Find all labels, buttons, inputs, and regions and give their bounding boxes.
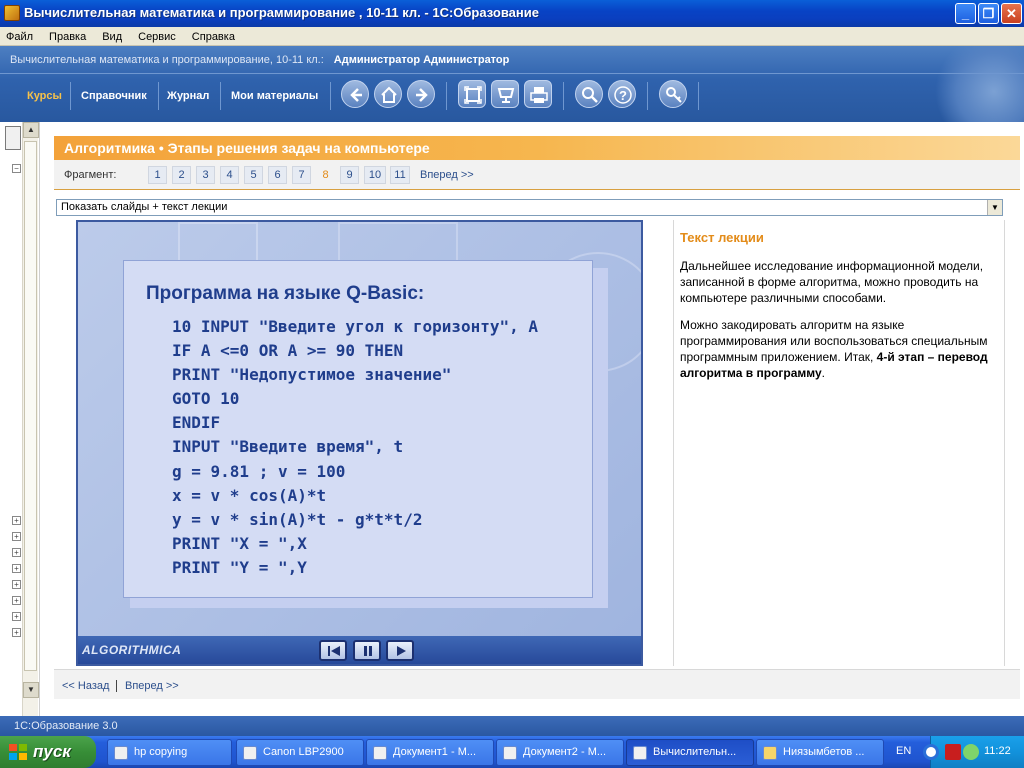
app-icon [633, 746, 647, 760]
language-indicator[interactable]: EN [896, 745, 912, 757]
lecture-p2-end: . [821, 366, 826, 380]
fragment-navigator [54, 160, 1020, 190]
tree-scrollbar[interactable] [22, 122, 38, 716]
back-icon[interactable] [341, 80, 369, 108]
course-breadcrumb [10, 54, 509, 66]
task-document1[interactable] [366, 739, 494, 766]
tree-expand-icon[interactable]: + [12, 580, 21, 589]
task-label: Вычислительн... [653, 746, 737, 758]
task-label: Ниязымбетов ... [783, 746, 865, 758]
fragment-link-3[interactable]: 3 [196, 166, 215, 184]
status-bar [0, 716, 1024, 736]
fragment-link-8-current[interactable]: 8 [316, 166, 335, 184]
title-bar [0, 0, 1024, 27]
tab-journal[interactable]: Журнал [167, 90, 210, 102]
code-line: PRINT "Недопустимое значение" [172, 365, 452, 384]
menu-file[interactable]: Файл [6, 31, 34, 43]
slide-controls-bar [78, 636, 641, 664]
code-line: PRINT "Y = ",Y [172, 558, 307, 577]
menu-edit[interactable]: Правка [49, 31, 87, 43]
search-icon[interactable] [575, 80, 603, 108]
word-document-icon [503, 746, 517, 760]
tab-divider [330, 82, 331, 110]
slide-heading: Программа на языке Q-Basic: [146, 283, 425, 304]
lecture-paragraph-1: Дальнейшее исследование информационной модели, записанной в форме алгоритма, можно проводить на компьютере различными способами. [680, 259, 984, 305]
status-text: 1С:Образование 3.0 [14, 720, 118, 732]
svg-text:?: ? [619, 88, 627, 103]
folder-icon [763, 746, 777, 760]
lecture-p2-bold: 4-й этап – перевод алгоритма в программу [680, 350, 988, 380]
task-label: Canon LBP2900 [263, 746, 344, 758]
tree-expand-icon[interactable]: + [12, 596, 21, 605]
fragment-link-9[interactable]: 9 [340, 166, 359, 184]
code-line: y = v * sin(A)*t - g*t*t/2 [172, 510, 423, 529]
tool-divider [647, 82, 648, 110]
start-label: пуск [33, 742, 71, 761]
tree-collapse-icon[interactable]: − [12, 164, 21, 173]
menu-service[interactable]: Сервис [138, 31, 176, 43]
tray-arrow-icon[interactable] [923, 744, 939, 760]
help-icon[interactable] [608, 80, 636, 108]
tab-courses[interactable]: Курсы [27, 90, 62, 102]
leaf-logo-icon [924, 46, 1024, 122]
fragment-link-5[interactable]: 5 [244, 166, 263, 184]
scroll-up-icon[interactable]: ▲ [23, 122, 39, 138]
task-hp-copying[interactable] [107, 739, 232, 766]
code-line: g = 9.81 ; v = 100 [172, 462, 346, 481]
tree-expand-icon[interactable]: + [12, 532, 21, 541]
course-tree [0, 122, 40, 716]
chevron-down-icon[interactable]: ▼ [987, 200, 1002, 215]
tree-expand-icon[interactable]: + [12, 516, 21, 525]
fragment-link-1[interactable]: 1 [148, 166, 167, 184]
tree-expand-icon[interactable]: + [12, 628, 21, 637]
network-icon[interactable] [963, 744, 979, 760]
back-link[interactable]: << Назад [62, 680, 110, 692]
code-line: GOTO 10 [172, 389, 240, 408]
fullscreen-icon[interactable] [458, 80, 486, 108]
content-pane [54, 136, 1020, 714]
code-line: ENDIF [172, 413, 221, 432]
tool-divider [446, 82, 447, 110]
code-line: INPUT "Введите время", t [172, 437, 404, 456]
user-name: Администратор Администратор [333, 54, 510, 66]
task-label: hp copying [134, 746, 188, 758]
key-icon[interactable] [659, 80, 687, 108]
fragment-link-2[interactable]: 2 [172, 166, 191, 184]
tree-expand-icon[interactable]: + [12, 612, 21, 621]
menu-view[interactable]: Вид [102, 31, 123, 43]
menu-bar [0, 27, 1024, 46]
task-canon[interactable] [236, 739, 364, 766]
code-line: PRINT "X = ",X [172, 534, 307, 553]
tree-expand-icon[interactable]: + [12, 548, 21, 557]
home-icon[interactable] [374, 80, 402, 108]
task-label: Документ2 - М... [523, 746, 607, 758]
task-folder[interactable] [756, 739, 884, 766]
view-mode-select[interactable] [56, 199, 1003, 216]
lecture-paragraph-2 [680, 317, 1006, 381]
tool-divider [563, 82, 564, 110]
fragment-link-6[interactable]: 6 [268, 166, 287, 184]
scroll-thumb[interactable] [24, 141, 37, 671]
section-title: Алгоритмика • Этапы решения задач на компьютере [64, 140, 430, 156]
brand-logo: ALGORITHMICA [82, 643, 182, 657]
lecture-p2-text: Можно закодировать алгоритм на языке программирования или воспользоваться специальным программным приложением. Итак, [680, 318, 988, 364]
printer-icon [114, 746, 128, 760]
course-name: Вычислительная математика и программирование, 10-11 кл.: [10, 54, 324, 66]
tab-divider [220, 82, 221, 110]
tool-divider [698, 82, 699, 110]
print-icon[interactable] [524, 80, 552, 108]
first-slide-button[interactable] [319, 640, 347, 661]
taskbar [0, 736, 1024, 768]
start-button[interactable] [0, 736, 96, 768]
fragment-link-11[interactable]: 11 [390, 166, 410, 184]
code-line: 10 INPUT "Введите угол к горизонту", A [172, 317, 539, 336]
word-document-icon [373, 746, 387, 760]
menu-help[interactable]: Справка [191, 31, 235, 43]
app-header [0, 46, 1024, 122]
fragment-link-7[interactable]: 7 [292, 166, 311, 184]
fragment-next-link[interactable]: Вперед >> [420, 169, 474, 181]
bottom-navigation [54, 669, 1020, 699]
tab-my-materials[interactable]: Мои материалы [231, 90, 319, 102]
lecture-title: Текст лекции [680, 230, 764, 245]
minimize-button[interactable]: _ [955, 3, 976, 24]
slide-content-panel [123, 260, 593, 598]
close-button[interactable]: ✕ [1001, 3, 1022, 24]
task-document2[interactable] [496, 739, 624, 766]
tab-divider [158, 82, 159, 110]
scroll-down-icon[interactable]: ▼ [23, 682, 39, 698]
view-mode-value: Показать слайды + текст лекции [61, 201, 228, 213]
fragment-label: Фрагмент: [64, 169, 117, 181]
maximize-button[interactable]: ❐ [978, 3, 999, 24]
tab-reference[interactable]: Справочник [81, 90, 147, 102]
kaspersky-icon[interactable] [945, 744, 961, 760]
code-line: IF A <=0 OR A >= 90 THEN [172, 341, 404, 360]
system-tray [930, 736, 1024, 768]
task-label: Документ1 - М... [393, 746, 477, 758]
section-header [54, 136, 1020, 160]
code-line: x = v * cos(A)*t [172, 486, 327, 505]
forward-link[interactable]: Вперед >> [116, 680, 179, 692]
header-divider [0, 73, 1024, 74]
tree-expand-icon[interactable]: + [12, 564, 21, 573]
app-icon [4, 5, 20, 21]
presentation-icon[interactable] [491, 80, 519, 108]
play-button[interactable] [386, 640, 414, 661]
main-area [0, 122, 1024, 716]
task-education-app[interactable] [626, 739, 754, 766]
fragment-link-10[interactable]: 10 [364, 166, 386, 184]
slide-viewer [76, 220, 643, 666]
windows-logo-icon [8, 743, 28, 761]
pause-button[interactable] [353, 640, 381, 661]
fragment-link-4[interactable]: 4 [220, 166, 239, 184]
window-title: Вычислительная математика и программирование , 10-11 кл. - 1С:Образование [24, 5, 539, 20]
forward-icon[interactable] [407, 80, 435, 108]
tree-node-icon[interactable] [5, 126, 21, 150]
clock: 11:22 [984, 745, 1011, 757]
printer-icon [243, 746, 257, 760]
lecture-text-panel [673, 220, 1005, 666]
tab-divider [70, 82, 71, 110]
